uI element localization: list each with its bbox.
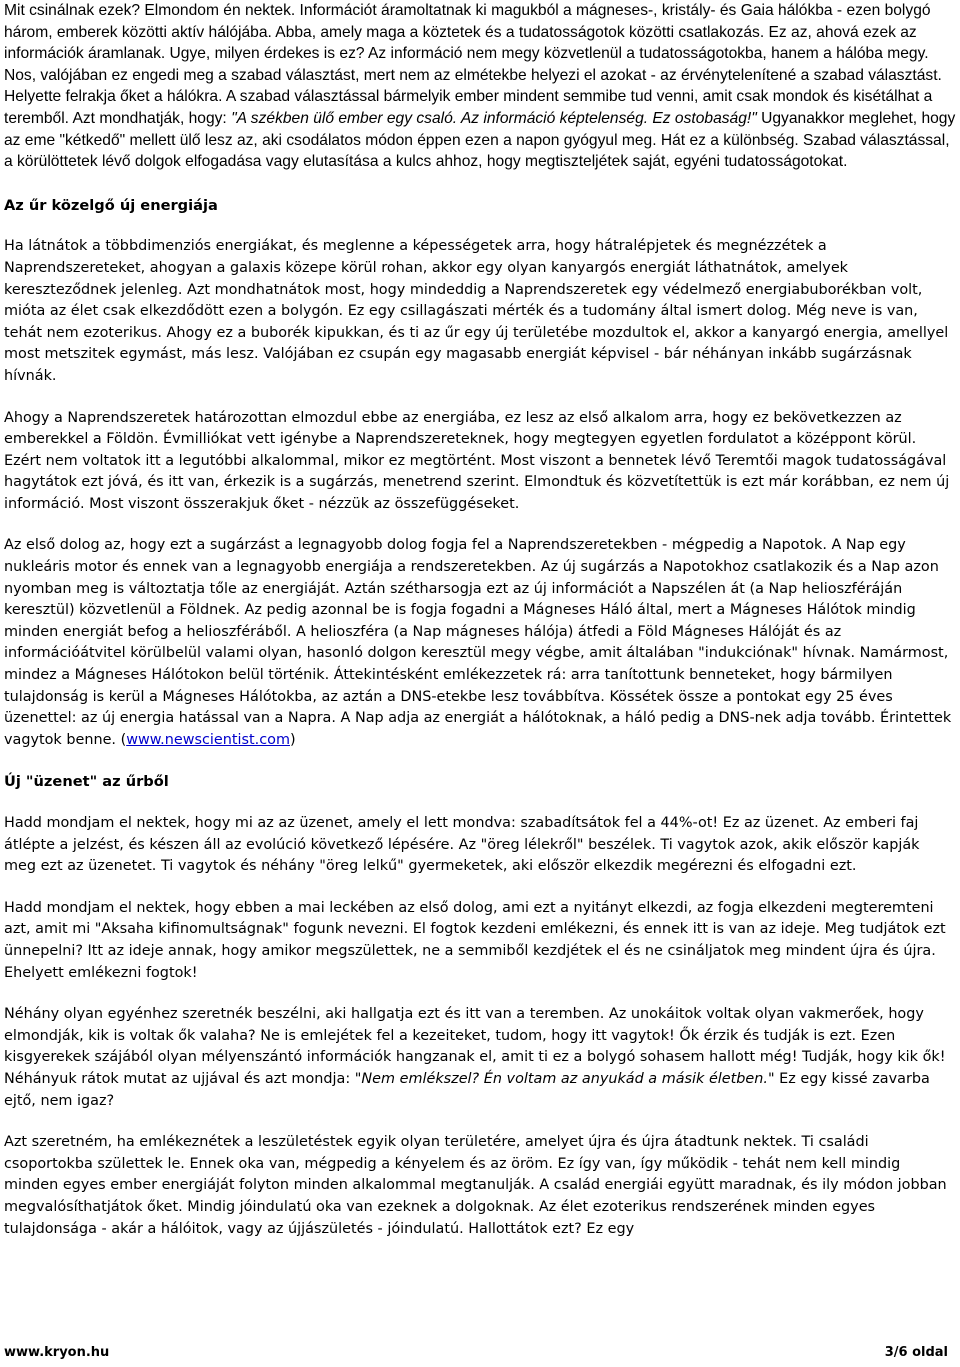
intro-text-1: Mit csinálnak ezek? Elmondom én nektek. Információt áramoltatnak ki magukból a mágneses-, kristály- és Gaia hálókba - ezen bolygó három, emberek közötti aktív hálójába. Abba, amely maga a köztetek és a tudatosságotok közötti csatlakozás. Ez az, ahová ezek az információk áramlanak. Ugye, milyen érdekes is ez? Az információ nem megy közvetlenül a tudatosságotokba, hanem a hálóba megy. Nos, valójában ez engedi meg a szabad választást, mert nem az elmétekbe helyezi el azokat - az érvénytelenítené a szabad választást. Helyette felrakja őket a hálókra. xyxy=(4,2,942,106)
footer-site: www.kryon.hu xyxy=(4,1345,110,1360)
paragraph xyxy=(4,1004,956,1112)
document-page xyxy=(4,0,956,1240)
intro-text-2: A szabad választással bármelyik ember mindent semmibe tud venni, amit csak mondok és kisétálhat a teremből. Azt mondhatják, hogy: xyxy=(4,88,933,127)
intro-text-3: Ugyanakkor meglehet, hogy az eme "kétkedő" mellett ülő lesz az, aki csodálatos módon éppen ezen a napon gyógyul meg. Hát ez a különbség. Szabad választással, a körülöttetek lévő dolgok elfogadása vagy elutasítása a kulcs ahhoz, hogy megtiszteljétek saját, egyéni tudatosságotokat. xyxy=(4,109,956,171)
paragraph: Ha látnátok a többdimenziós energiákat, és meglenne a képességetek arra, hogy hátralépjetek és megnézzétek a Naprendszereteket, ahogyan a galaxis közepe körül rohan, akkor egy olyan kanyargós energiát láthatnátok, amelyek kereszteződnek jelenleg. Azt mondhatnátok most, hogy mindeddig a Naprendszeretek egy védelmező energiabuborékban volt, mióta az élet csak elkezdődött ezen a bolygón. Ez egy csillagászati mérték és a tudomány által ismert dolog. Még neve is van, tehát nem ezoterikus. Ahogy ez a buborék kipukkan, és ti az űr egy új területébe mozdultok el, akkor a kanyargó energia, amellyel most metszitek egymást, más lesz. Valójában ez csupán egy magasabb energiát képvisel - bár néhányan inkább sugárzásnak hívnák. xyxy=(4,238,949,384)
paragraph-end: ) xyxy=(289,731,296,748)
footer-page-number: 3/6 oldal xyxy=(884,1345,948,1360)
intro-paragraph xyxy=(4,0,956,173)
section-heading-space-energy: Az űr közelgő új energiája xyxy=(4,196,218,214)
paragraph-text: Az első dolog az, hogy ezt a sugárzást a legnagyobb dolog fogja fel a Naprendszeretekben - mégpedig a Napotok. A Nap egy nukleáris motor és ennek van a legnagyobb energiája a rendszeretekben. Az új sugárzás a Napotokhoz csatlakozik és a Nap azon nyomban meg is változtatja tőle az energiáját. Aztán szétharsogja ezt az új információt a Napszélen át (a Nap helioszféráján keresztül) közvetlenül a Földnek. Az pedig azonnal be is fogja fogadni a Mágneses Háló által, mert a Mágneses Hálótok mindig minden energiát befog a helioszféráből. A helioszféra (a Nap mágneses hálója) átfedi a Föld Mágneses Hálóját és az információátvitel körülbelül valami olyan, hasonló dolgon keresztül megy végbe, amit általában "indukciónak" hívnak. Namármost, mindez a Mágneses Hálótokon belül történik. Áttekintésként emlékezzetek rá: arra tanítottunk benneteket, hogy bármilyen tulajdonság is kerül a Mágneses Hálótokba, az aztán a DNS-etekbe lesz továbbítva. Kössétek össze a pontokat egy 25 éves üzenettel: az új energia hatással van a Napra. A Nap adja az energiát a hálótoknak, a háló pedig a DNS-nek adja tovább. Érintettek vagytok benne. ( xyxy=(4,537,952,748)
paragraph: Ahogy a Naprendszeretek határozottan elmozdul ebbe az energiába, ez lesz az első alkalom arra, hogy ez bekövetkezzen az emberekkel a Földön. Évmilliókat vett igénybe a Naprendszereteknek, hogy megtegyen egyetlen fordulatot a középpont körül. Ezért nem voltatok itt a legutóbbi alkalommal, mikor ez megtörtént. Most viszont a bennetek lévő Teremtői magok tudatosságával hagytátok ezt jóvá, és itt van, érkezik is a sugárzás, menetrend szerint. Elmondtuk és közvetítettük is ezt már korábban, ez nem új információ. Most viszont összerakjuk őket - nézzük az összefüggéseket. xyxy=(4,409,950,512)
newscientist-link[interactable]: www.newscientist.com xyxy=(126,731,290,748)
section-heading-new-message: Új "üzenet" az űrből xyxy=(4,773,169,791)
paragraph-end: Ez egy kissé zavarba ejtő, nem igaz? xyxy=(4,1070,930,1109)
paragraph: Hadd mondjam el nektek, hogy mi az az üzenet, amely el lett mondva: szabadítsátok fel a 44%-ot! Ez az üzenet. Az emberi faj átlépte a jelzést, és készen áll az evolúció következő lépésére. Az "öreg lélekről" beszélek. Ti vagytok azok, akik először kapják meg ezt az üzenetet. Ti vagytok és néhány "öreg lelkű" gyermeketek, aki először elkezdik megérezni és elfogadni ezt. xyxy=(4,815,920,875)
child-quote: "Nem emlékszel? Én voltam az anyukád a másik életben." xyxy=(354,1070,775,1087)
paragraph xyxy=(4,535,956,751)
paragraph-text: Néhány olyan egyénhez szeretnék beszélni, aki hallgatja ezt és itt van a teremben. Az unokáitok voltak olyan vakmerőek, hogy elmondják, kik is voltak ők valaha? Ne is emlejétek fel a kezeiteket, tudom, hogy itt vagytok! Ők érzik és tudják is ezt. Ezen kisgyerekek szájából olyan mélyenszántó információk hangzanak el, amit ti ez a bolygó sohasem hallott még! Tudják, hogy kik ők! Néhányuk rátok mutat az ujjával és azt mondja: xyxy=(4,1006,946,1087)
page-footer xyxy=(4,1345,948,1360)
intro-quote: "A székben ülő ember egy csaló. Az információ képtelenség. Ez ostobaság!" xyxy=(231,109,757,127)
paragraph: Azt szeretném, ha emlékeznétek a leszületéstek egyik olyan területére, amelyet újra és újra átadtunk nektek. Ti családi csoportokba születtek le. Ennek oka van, mégpedig a kényelem és az öröm. Ez így van, így működik - tehát nem kell mindig minden egyes ember energiáját folyton minden alkalommal megtanulják. A család energiái együtt maradnak, és ily módon jobban megvalósíthatjátok őket. Mindig jóindulatú oka van ezeknek a dolgoknak. Az élet ezoterikus rendszerének minden egyes tulajdonsága - akár a hálóitok, vagy az újjászületés - jóindulatú. Hallottátok ezt? Ez egy xyxy=(4,1134,947,1237)
paragraph: Hadd mondjam el nektek, hogy ebben a mai leckében az első dolog, ami ezt a nyitányt elkezdi, az fogja elkezdeni megteremteni azt, amit mi "Aksaha kifinomultságnak" fogunk nevezni. El fogtok kezdeni emlékezni, és ennek itt is van az ideje. Meg tudjátok ezt ünnepelni? Itt az ideje annak, hogy amikor megszülettek, ne a semmiből kezdjétek el és ne csináljatok meg mindent újra és újra. Ehelyett emlékezni fogtok! xyxy=(4,899,946,981)
